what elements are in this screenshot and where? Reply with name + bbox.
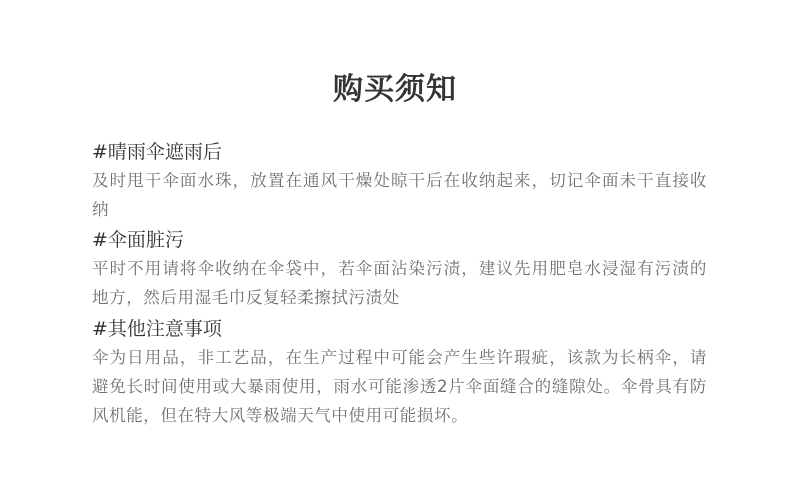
section-heading: #晴雨伞遮雨后: [92, 141, 222, 163]
section-dirty-canopy: [92, 226, 707, 312]
section-heading: #其他注意事项: [92, 318, 222, 340]
section-body: 及时甩干伞面水珠，放置在通风干燥处晾干后在收纳起来，切记伞面未干直接收纳: [92, 171, 707, 219]
section-body: 平时不用请将伞收纳在伞袋中，若伞面沾染污渍，建议先用肥皂水浸湿有污渍的地方，然后用湿毛巾反复轻柔擦拭污渍处: [92, 259, 707, 307]
section-body: 伞为日用品，非工艺品，在生产过程中可能会产生些许瑕疵，该款为长柄伞，请避免长时间使用或大暴雨使用，雨水可能渗透2片伞面缝合的缝隙处。伞骨具有防风机能，但在特大风等极端天气中使用可能损坏。: [92, 348, 707, 425]
section-heading: #伞面脏污: [92, 229, 184, 251]
notice-content: [92, 138, 707, 430]
section-other-notes: [92, 315, 707, 430]
page-title: 购买须知: [333, 72, 457, 107]
section-after-rain: [92, 138, 707, 224]
